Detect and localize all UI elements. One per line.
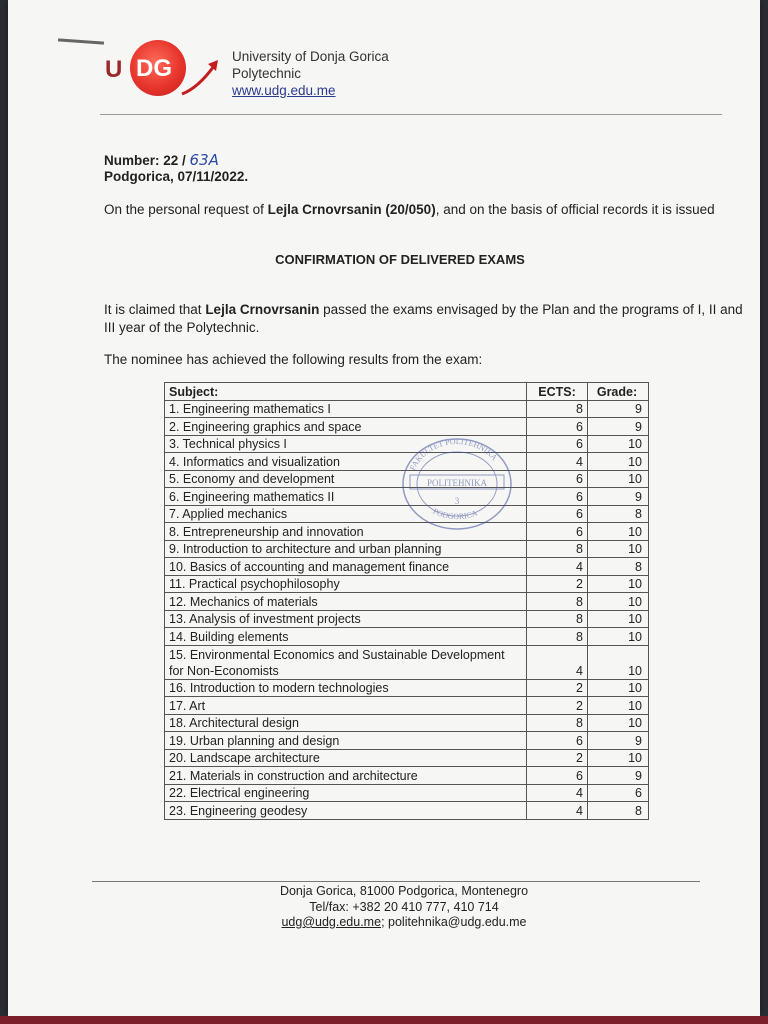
email-link-udg[interactable]: udg@udg.edu.me xyxy=(281,915,382,929)
ects-cell: 6 xyxy=(527,505,588,523)
subject-cell: 6. Engineering mathematics II xyxy=(165,488,527,506)
table-row xyxy=(165,767,649,785)
number-label: Number: 22 / xyxy=(104,153,186,168)
claim-line-2: III year of the Polytechnic. xyxy=(104,320,260,335)
request-before: On the personal request of xyxy=(104,202,264,217)
grade-cell: 10 xyxy=(588,714,649,732)
grade-cell: 10 xyxy=(588,645,649,679)
grade-cell: 10 xyxy=(588,593,649,611)
grade-cell: 9 xyxy=(588,767,649,785)
footer-phone: Tel/fax: +382 20 410 777, 410 714 xyxy=(309,899,499,914)
subject-cell: 8. Entrepreneurship and innovation xyxy=(165,523,527,541)
subject-cell: 11. Practical psychophilosophy xyxy=(165,575,527,593)
ects-cell: 6 xyxy=(527,767,588,785)
ects-cell: 8 xyxy=(527,610,588,628)
ects-cell: 2 xyxy=(527,575,588,593)
ects-cell: 2 xyxy=(527,679,588,697)
ects-cell: 8 xyxy=(527,714,588,732)
subject-cell: 17. Art xyxy=(165,697,527,715)
subject-cell: 20. Landscape architecture xyxy=(165,749,527,767)
grade-cell: 10 xyxy=(588,523,649,541)
table-row xyxy=(165,575,649,593)
subject-cell: 18. Architectural design xyxy=(165,714,527,732)
grade-cell: 8 xyxy=(588,558,649,576)
subject-cell: 1. Engineering mathematics I xyxy=(165,400,527,418)
subject-cell: 14. Building elements xyxy=(165,628,527,646)
ects-cell: 6 xyxy=(527,418,588,436)
grade-cell: 6 xyxy=(588,784,649,802)
subject-cell: 23. Engineering geodesy xyxy=(165,802,527,820)
pen-mark xyxy=(58,38,104,44)
ects-cell: 4 xyxy=(527,558,588,576)
grade-cell: 9 xyxy=(588,488,649,506)
request-after: , and on the basis of official records it is issued xyxy=(435,202,715,217)
ects-cell: 6 xyxy=(527,435,588,453)
subject-cell: 10. Basics of accounting and management finance xyxy=(165,558,527,576)
document-page xyxy=(8,0,760,1016)
logo-letter-u: U xyxy=(105,56,124,83)
request-name: Lejla Crnovrsanin (20/050) xyxy=(267,202,436,217)
table-row xyxy=(165,802,649,820)
ects-cell: 8 xyxy=(527,593,588,611)
footer xyxy=(28,884,768,931)
udg-logo xyxy=(100,36,224,100)
subject-cell: 19. Urban planning and design xyxy=(165,732,527,750)
ects-cell: 8 xyxy=(527,628,588,646)
table-row xyxy=(165,558,649,576)
ects-cell: 4 xyxy=(527,453,588,471)
grade-cell: 9 xyxy=(588,400,649,418)
handwritten-number: 63A xyxy=(189,151,219,169)
subject-cell: 7. Applied mechanics xyxy=(165,505,527,523)
ects-cell: 6 xyxy=(527,732,588,750)
subject-cell: 5. Economy and development xyxy=(165,470,527,488)
subject-cell: 16. Introduction to modern technologies xyxy=(165,679,527,697)
subject-cell: 4. Informatics and visualization xyxy=(165,453,527,471)
table-row xyxy=(165,732,649,750)
svg-text:FAKULTET POLITEHNIKA xyxy=(408,437,499,472)
table-row xyxy=(165,784,649,802)
faculty-stamp xyxy=(400,436,514,532)
header-divider xyxy=(100,114,722,115)
grade-cell: 10 xyxy=(588,679,649,697)
claim-after: passed the exams envisaged by the Plan and the programs of I, II and xyxy=(323,302,743,317)
university-name: University of Donja Gorica xyxy=(232,49,389,64)
footer-emails xyxy=(28,915,768,931)
ects-cell: 6 xyxy=(527,470,588,488)
arrow-icon xyxy=(180,54,224,98)
svg-text:PODGORICA xyxy=(431,507,478,522)
subject-cell: 3. Technical physics I xyxy=(165,435,527,453)
subject-cell: 15. Environmental Economics and Sustainable Development for Non-Economists xyxy=(165,645,527,679)
bottom-band xyxy=(0,1016,768,1024)
logo-circle xyxy=(130,40,186,96)
footer-divider xyxy=(92,881,700,882)
table-row xyxy=(165,749,649,767)
header-ects: ECTS: xyxy=(527,383,588,401)
claim-line-1 xyxy=(104,301,743,319)
claim-name: Lejla Crnovrsanin xyxy=(205,302,320,317)
table-row xyxy=(165,593,649,611)
grade-cell: 10 xyxy=(588,610,649,628)
table-row xyxy=(165,540,649,558)
website-link[interactable]: www.udg.edu.me xyxy=(232,83,336,98)
ects-cell: 2 xyxy=(527,697,588,715)
header-grade: Grade: xyxy=(588,383,649,401)
grade-cell: 10 xyxy=(588,697,649,715)
stamp-ring-text: FAKULTET POLITEHNIKA xyxy=(408,436,500,472)
table-row xyxy=(165,679,649,697)
table-row xyxy=(165,628,649,646)
table-row xyxy=(165,714,649,732)
grade-cell: 9 xyxy=(588,418,649,436)
email-separator: ; xyxy=(381,915,385,929)
grade-cell: 10 xyxy=(588,575,649,593)
grade-cell: 10 xyxy=(588,470,649,488)
ects-cell: 4 xyxy=(527,784,588,802)
ects-cell: 8 xyxy=(527,540,588,558)
subject-cell: 12. Mechanics of materials xyxy=(165,593,527,611)
subject-cell: 2. Engineering graphics and space xyxy=(165,418,527,436)
document-title: CONFIRMATION OF DELIVERED EXAMS xyxy=(275,252,525,267)
table-row xyxy=(165,697,649,715)
ects-cell: 6 xyxy=(527,523,588,541)
ects-cell: 6 xyxy=(527,488,588,506)
header-subject: Subject: xyxy=(165,383,527,401)
grade-cell: 10 xyxy=(588,453,649,471)
subject-cell: 21. Materials in construction and architecture xyxy=(165,767,527,785)
ects-cell: 4 xyxy=(527,645,588,679)
grade-cell: 8 xyxy=(588,505,649,523)
grade-cell: 9 xyxy=(588,732,649,750)
results-intro: The nominee has achieved the following results from the exam: xyxy=(104,352,483,367)
grade-cell: 8 xyxy=(588,802,649,820)
table-row xyxy=(165,418,649,436)
email-politehnika[interactable]: politehnika@udg.edu.me xyxy=(388,915,527,929)
subject-cell: 9. Introduction to architecture and urban planning xyxy=(165,540,527,558)
claim-paragraph xyxy=(104,301,743,337)
table-header-row xyxy=(165,383,649,401)
claim-before: It is claimed that xyxy=(104,302,202,317)
request-sentence xyxy=(104,202,715,217)
ects-cell: 8 xyxy=(527,400,588,418)
subject-cell: 22. Electrical engineering xyxy=(165,784,527,802)
table-row xyxy=(165,400,649,418)
logo-letters-inner: DG xyxy=(136,55,172,82)
table-row xyxy=(165,610,649,628)
subject-cell: 13. Analysis of investment projects xyxy=(165,610,527,628)
grade-cell: 10 xyxy=(588,435,649,453)
grade-cell: 10 xyxy=(588,540,649,558)
university-block xyxy=(232,48,389,99)
footer-address: Donja Gorica, 81000 Podgorica, Montenegro xyxy=(279,884,529,898)
grade-cell: 10 xyxy=(588,749,649,767)
stamp-bottom-text: PODGORICA xyxy=(431,506,479,522)
grade-cell: 10 xyxy=(588,628,649,646)
stamp-center-text: POLITEHNIKA xyxy=(427,478,487,488)
stamp-number: 3 xyxy=(454,496,460,506)
reference-number xyxy=(104,151,219,169)
ects-cell: 2 xyxy=(527,749,588,767)
place-date: Podgorica, 07/11/2022. xyxy=(104,169,249,184)
ects-cell: 4 xyxy=(527,802,588,820)
faculty-name: Polytechnic xyxy=(232,66,302,81)
table-row xyxy=(165,645,649,679)
